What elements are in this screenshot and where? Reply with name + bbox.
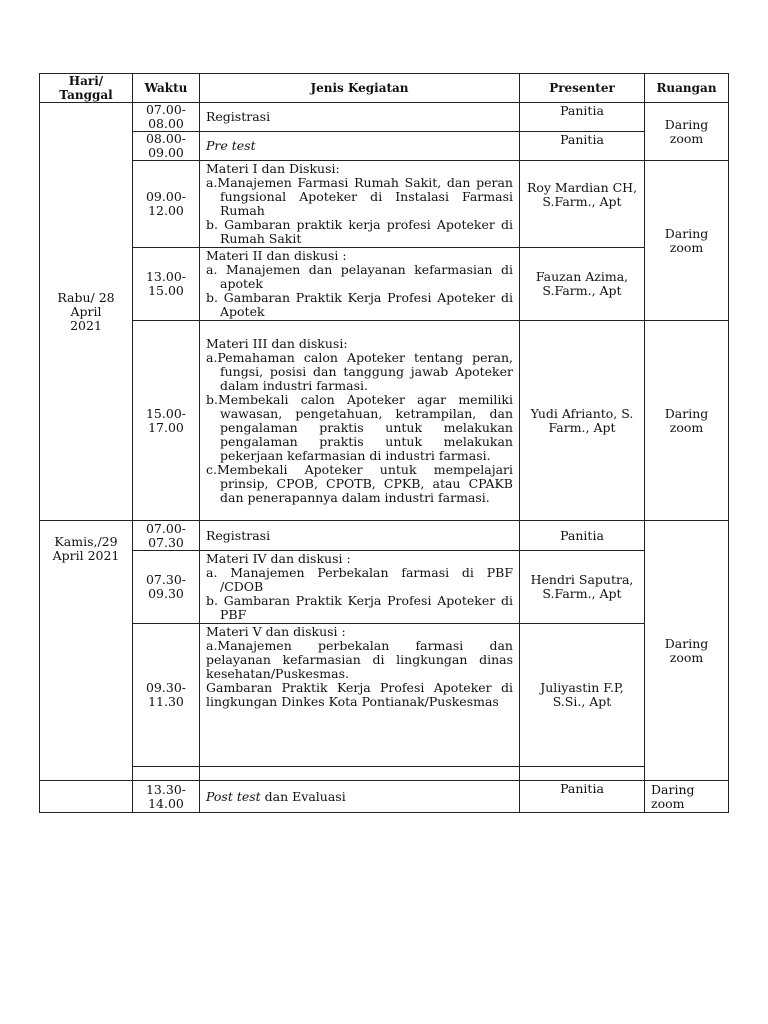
day-cell bbox=[40, 781, 133, 813]
presenter-cell: Fauzan Azima, S.Farm., Apt bbox=[520, 248, 645, 321]
list-item: a. Manajemen Perbekalan farmasi di PBF /CDOB bbox=[206, 565, 513, 594]
materi-title: Materi IV dan diskusi : bbox=[206, 551, 351, 566]
materi-title: Materi I dan Diskusi: bbox=[206, 161, 340, 176]
list-item: b.Membekali calon Apoteker agar memiliki wawasan, pengetahuan, ketrampilan, dan pengalaman praktis untuk melakukan pengalaman praktis untuk melakukan pekerjaan kefarmasian di industri farmasi. bbox=[206, 391, 513, 463]
list-item: b. Gambaran praktik kerja profesi Apoteker di Rumah Sakit bbox=[206, 217, 513, 246]
time-cell: 07.00-07.30 bbox=[133, 521, 200, 551]
table-row bbox=[40, 624, 729, 767]
table-row bbox=[40, 321, 729, 521]
time-cell: 13.30-14.00 bbox=[133, 781, 200, 813]
table-row bbox=[40, 781, 729, 813]
room-cell: Daring zoom bbox=[645, 161, 729, 321]
header-row bbox=[40, 74, 729, 103]
presenter-cell: Panitia bbox=[520, 132, 645, 161]
table-row bbox=[40, 132, 729, 161]
activity-cell bbox=[200, 781, 520, 813]
presenter-cell: Yudi Afrianto, S. Farm., Apt bbox=[520, 321, 645, 521]
day-cell: Kamis,/29 April 2021 bbox=[40, 521, 133, 781]
list-item: b. Gambaran Praktik Kerja Profesi Apoteker di PBF bbox=[206, 593, 513, 622]
empty-cell bbox=[133, 767, 200, 781]
presenter-cell: Roy Mardian CH, S.Farm., Apt bbox=[520, 161, 645, 248]
presenter-cell: Panitia bbox=[520, 781, 645, 813]
empty-cell bbox=[200, 767, 520, 781]
activity-cell bbox=[200, 132, 520, 161]
header-day: Hari/ Tanggal bbox=[40, 74, 133, 103]
list-item: b. Gambaran Praktik Kerja Profesi Apoteker di Apotek bbox=[206, 290, 513, 319]
activity-cell bbox=[200, 624, 520, 767]
list-item: a.Manajemen Farmasi Rumah Sakit, dan peran fungsional Apoteker di Instalasi Farmasi Rumah bbox=[206, 175, 513, 218]
activity-cell bbox=[200, 248, 520, 321]
time-cell: 08.00-09.00 bbox=[133, 132, 200, 161]
activity-text: dan Evaluasi bbox=[260, 788, 346, 804]
activity-em: Post test bbox=[206, 788, 261, 804]
room-cell: Daring zoom bbox=[645, 103, 729, 161]
room-cell: Daring zoom bbox=[645, 521, 729, 781]
activity-cell bbox=[200, 321, 520, 521]
day-cell: Rabu/ 28 April 2021 bbox=[40, 103, 133, 521]
time-cell: 09.30-11.30 bbox=[133, 624, 200, 767]
spacer-row bbox=[40, 767, 729, 781]
empty-cell bbox=[520, 767, 645, 781]
table-row bbox=[40, 521, 729, 551]
time-cell: 07.00-08.00 bbox=[133, 103, 200, 132]
list-item: Gambaran Praktik Kerja Profesi Apoteker di lingkungan Dinkes Kota Pontianak/Puskesmas bbox=[206, 680, 513, 709]
time-cell: 09.00-12.00 bbox=[133, 161, 200, 248]
list-item: a.Pemahaman calon Apoteker tentang peran, fungsi, posisi dan tanggung jawab Apoteker dalam industri farmasi. bbox=[206, 349, 513, 393]
activity-cell: Registrasi bbox=[200, 103, 520, 132]
presenter-cell: Panitia bbox=[520, 521, 645, 551]
list-item: a. Manajemen dan pelayanan kefarmasian di apotek bbox=[206, 262, 513, 291]
time-cell: 13.00-15.00 bbox=[133, 248, 200, 321]
materi-title: Materi V dan diskusi : bbox=[206, 624, 346, 639]
header-time: Waktu bbox=[133, 74, 200, 103]
time-cell: 15.00-17.00 bbox=[133, 321, 200, 521]
presenter-cell: Panitia bbox=[520, 103, 645, 132]
table-row bbox=[40, 248, 729, 321]
header-presenter: Presenter bbox=[520, 74, 645, 103]
presenter-cell: Juliyastin F.P, S.Si., Apt bbox=[520, 624, 645, 767]
materi-title: Materi II dan diskusi : bbox=[206, 248, 347, 263]
table-row bbox=[40, 103, 729, 132]
header-room: Ruangan bbox=[645, 74, 729, 103]
header-activity: Jenis Kegiatan bbox=[200, 74, 520, 103]
materi-title: Materi III dan diskusi: bbox=[206, 335, 348, 351]
activity-cell bbox=[200, 161, 520, 248]
presenter-cell: Hendri Saputra, S.Farm., Apt bbox=[520, 551, 645, 624]
time-cell: 07.30-09.30 bbox=[133, 551, 200, 624]
list-item: a.Manajemen perbekalan farmasi dan pelayanan kefarmasian di lingkungan dinas kesehatan/Puskesmas. bbox=[206, 638, 513, 681]
table-row bbox=[40, 161, 729, 248]
room-cell: Daring zoom bbox=[645, 321, 729, 521]
activity-text: Pre test bbox=[206, 138, 256, 153]
activity-cell: Registrasi bbox=[200, 521, 520, 551]
table-row bbox=[40, 551, 729, 624]
list-item: c.Membekali Apoteker untuk mempelajari prinsip, CPOB, CPOTB, CPKB, atau CPAKB dan penerapannya dalam industri farmasi. bbox=[206, 461, 513, 505]
schedule-table bbox=[39, 73, 729, 813]
activity-cell bbox=[200, 551, 520, 624]
room-cell: Daring zoom bbox=[645, 781, 729, 813]
